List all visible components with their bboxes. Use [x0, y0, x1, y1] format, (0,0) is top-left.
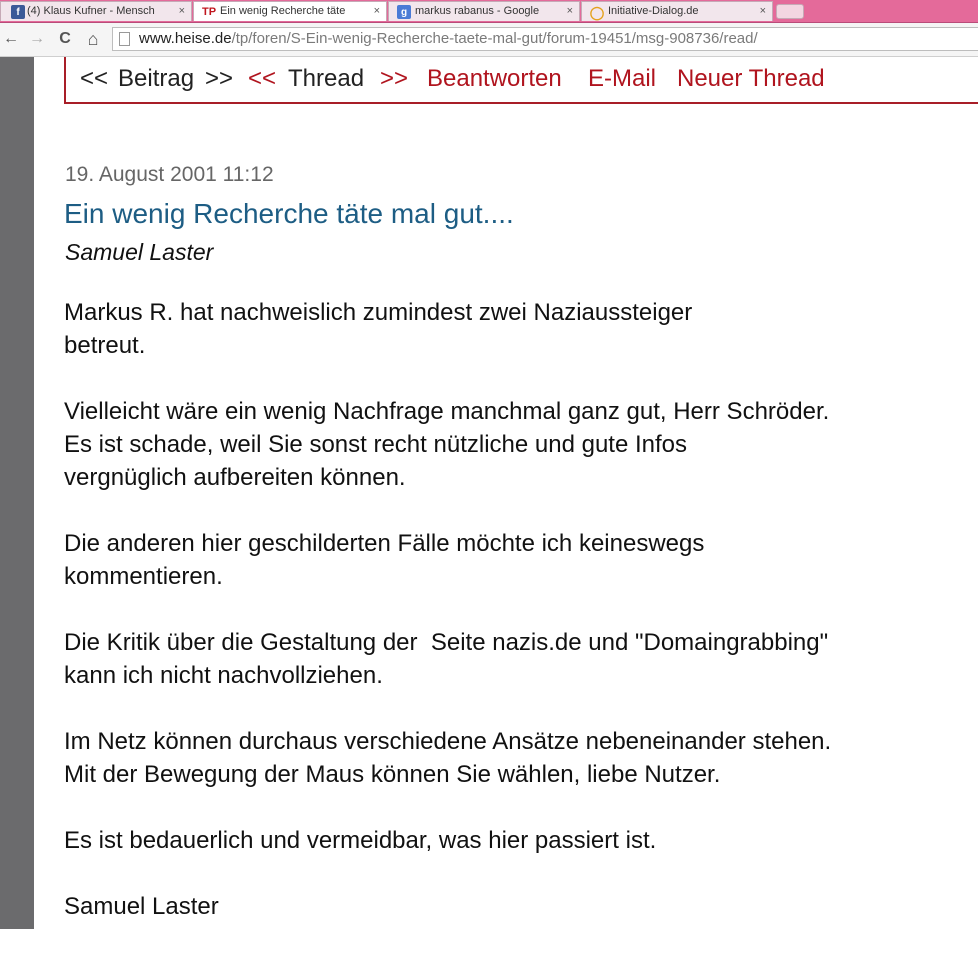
new-tab-button[interactable] [776, 4, 804, 19]
next-thread-link[interactable]: >> [380, 65, 409, 92]
post-paragraph: Markus R. hat nachweislich zumindest zwei Naziaussteiger betreut. [64, 299, 693, 359]
forum-nav-bar [64, 57, 978, 104]
post-date: 19. August 2001 11:12 [65, 163, 274, 186]
tab-label: markus rabanus - Google [415, 5, 540, 17]
close-icon[interactable]: × [178, 5, 185, 17]
tab-strip [0, 0, 978, 23]
post-paragraph: Die Kritik über die Gestaltung der Seite nazis.de und "Domaingrabbing" kann ich nicht nachvollziehen. [64, 629, 829, 689]
post-paragraph: Es ist bedauerlich und vermeidbar, was hier passiert ist. [64, 827, 657, 854]
home-icon[interactable]: ⌂ [87, 29, 99, 49]
tab-label: Ein wenig Recherche täte [220, 5, 346, 17]
post-paragraph: Im Netz können durchaus verschiedene Ansätze nebeneinander stehen. Mit der Bewegung der Maus können Sie wählen, liebe Nutzer. [64, 728, 832, 788]
telepolis-icon: TP [201, 5, 217, 18]
forward-icon[interactable]: → [29, 30, 45, 47]
prev-thread-link[interactable]: << [248, 65, 277, 92]
back-icon[interactable]: ← [3, 30, 19, 47]
post-title: Ein wenig Recherche täte mal gut.... [64, 198, 514, 229]
thread-nav-label: Thread [288, 65, 365, 92]
tab-google[interactable] [388, 1, 580, 21]
new-thread-link[interactable]: Neuer Thread [677, 65, 825, 92]
email-link[interactable]: E-Mail [588, 65, 657, 92]
close-icon[interactable]: × [373, 5, 380, 17]
post-author[interactable]: Samuel Laster [65, 239, 214, 265]
page-icon [119, 32, 130, 46]
initiative-dialog-icon: ◯ [589, 4, 605, 20]
close-icon[interactable]: × [566, 5, 573, 17]
page-sidebar-strip [0, 57, 34, 929]
post-nav-label: Beitrag [118, 65, 195, 92]
tab-label: (4) Klaus Kufner - Mensch [27, 5, 155, 17]
reload-icon[interactable]: C [59, 30, 71, 47]
post-paragraph: Die anderen hier geschilderten Fälle möchte ich keineswegs kommentieren. [64, 530, 705, 590]
prev-post-link[interactable]: << [80, 65, 109, 92]
url-text: www.heise.de/tp/foren/S-Ein-wenig-Recherche-taete-mal-gut/forum-19451/msg-908736/read/ [139, 30, 758, 47]
next-post-link[interactable]: >> [205, 65, 234, 92]
facebook-icon: f [11, 5, 25, 19]
browser-toolbar [0, 23, 978, 57]
post-paragraph: Vielleicht wäre ein wenig Nachfrage manchmal ganz gut, Herr Schröder. Es ist schade, weil Sie sonst recht nützliche und gute Infos vergnüglich aufbereiten können. [64, 398, 830, 491]
tab-facebook[interactable] [0, 1, 192, 21]
tab-telepolis[interactable] [193, 1, 387, 21]
address-bar[interactable] [112, 27, 978, 51]
post-body [64, 296, 974, 956]
post-signature: Samuel Laster [64, 893, 219, 920]
google-plus-icon: g [397, 5, 411, 19]
close-icon[interactable]: × [759, 5, 766, 17]
tab-initiative-dialog[interactable] [581, 1, 773, 21]
reply-link[interactable]: Beantworten [427, 65, 562, 92]
tab-label: Initiative-Dialog.de [608, 5, 699, 17]
